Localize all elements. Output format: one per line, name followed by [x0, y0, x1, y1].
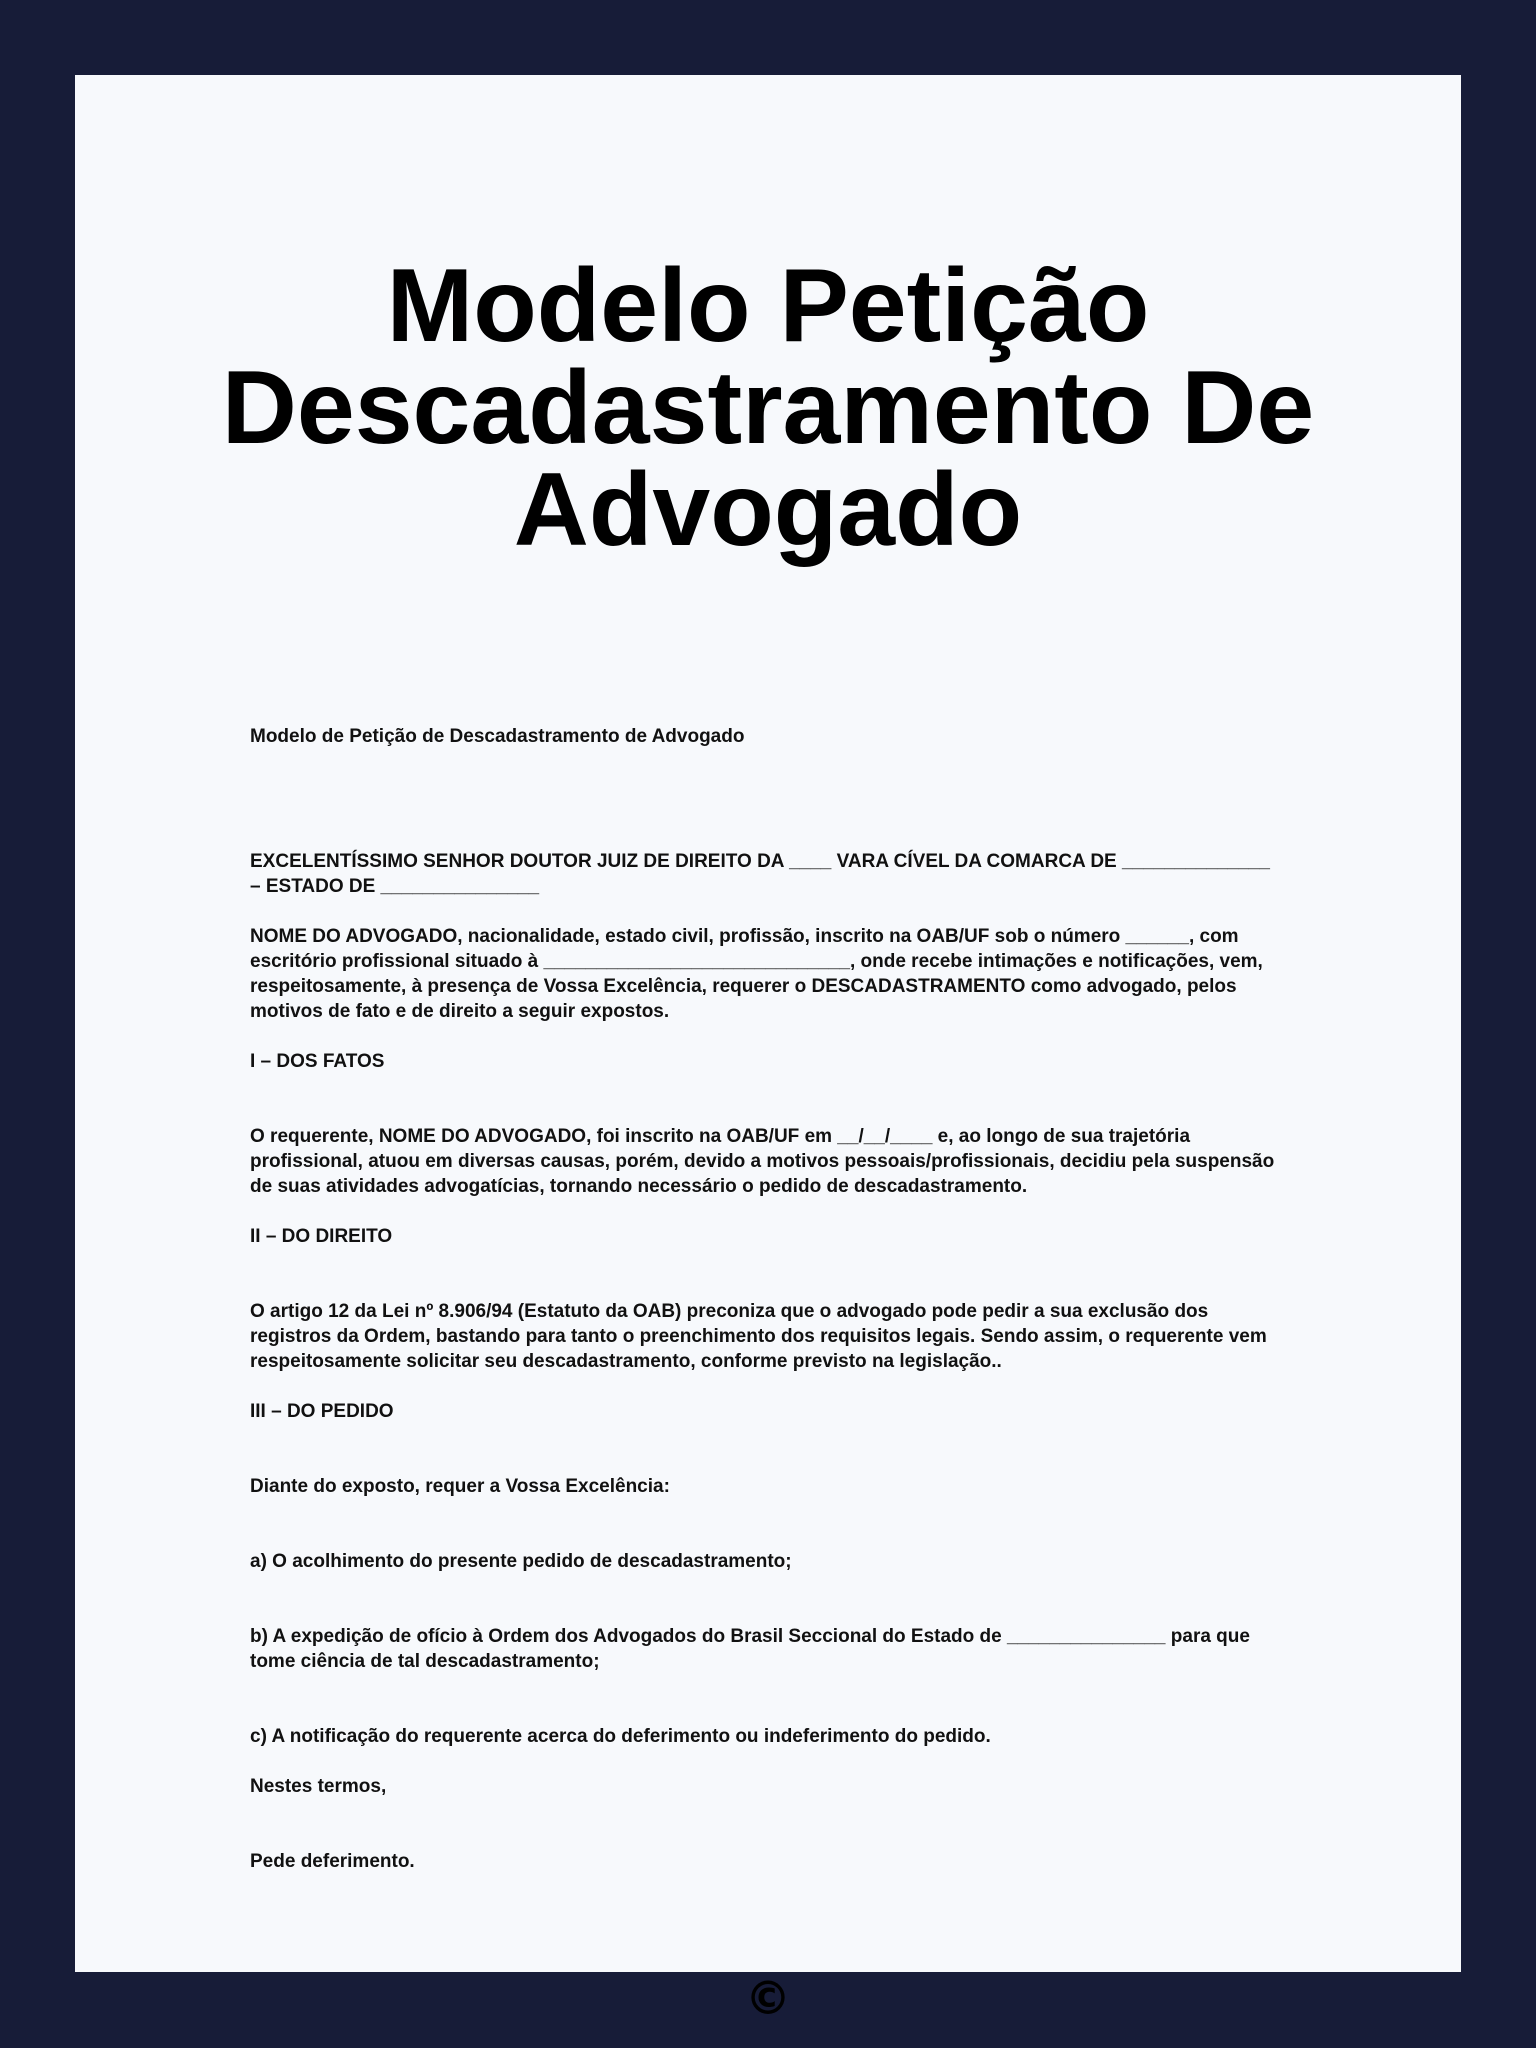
section-law-heading: II – DO DIREITO: [250, 1226, 393, 1247]
section-facts-text: O requerente, NOME DO ADVOGADO, foi inscrito na OAB/UF em __/__/____ e, ao longo de sua trajetória profissional, atuou em diversas causas, porém, devido a motivos pessoais/profissionais, decidiu pela suspensão de suas atividades advogatícias, tornando necessário o pedido de descadastramento.: [250, 1126, 1275, 1197]
document-subtitle: Modelo de Petição de Descadastramento de Advogado: [250, 726, 745, 747]
section-request-intro: Diante do exposto, requer a Vossa Excelência:: [250, 1476, 670, 1497]
document-page: [75, 75, 1461, 2025]
section-law-text: O artigo 12 da Lei nº 8.906/94 (Estatuto da OAB) preconiza que o advogado pode pedir a sua exclusão dos registros da Ordem, bastando para tanto o preenchimento dos requisitos legais. Sendo assim, o requerente vem respeitosamente solicitar seu descadastramento, conforme previsto na legislação..: [250, 1301, 1267, 1372]
request-item-b: b) A expedição de ofício à Ordem dos Advogados do Brasil Seccional do Estado de _______________ para que tome ciência de tal descadastramento;: [250, 1626, 1250, 1672]
request-item-a: a) O acolhimento do presente pedido de descadastramento;: [250, 1551, 792, 1572]
addressee-paragraph: EXCELENTÍSSIMO SENHOR DOUTOR JUIZ DE DIREITO DA ____ VARA CÍVEL DA COMARCA DE ______________ – ESTADO DE _______________: [250, 851, 1270, 897]
closing-line: Nestes termos,: [250, 1776, 387, 1797]
request-item-c: c) A notificação do requerente acerca do deferimento ou indeferimento do pedido.: [250, 1726, 991, 1747]
copyright-symbol: ©: [745, 1971, 791, 2025]
intro-paragraph: NOME DO ADVOGADO, nacionalidade, estado civil, profissão, inscrito na OAB/UF sob o número ______, com escritório profissional situado à _____________________________, onde recebe intimações e notificações, vem, respeitosamente, à presença de Vossa Excelência, requerer o DESCADASTRAMENTO como advogado, pelos motivos de fato e de direito a seguir expostos.: [250, 926, 1263, 1022]
closing-line-2: Pede deferimento.: [250, 1851, 415, 1872]
document-title: Modelo Petição Descadastramento De Advogado: [221, 248, 1315, 568]
section-request-heading: III – DO PEDIDO: [250, 1401, 394, 1422]
section-facts-heading: I – DOS FATOS: [250, 1051, 385, 1072]
